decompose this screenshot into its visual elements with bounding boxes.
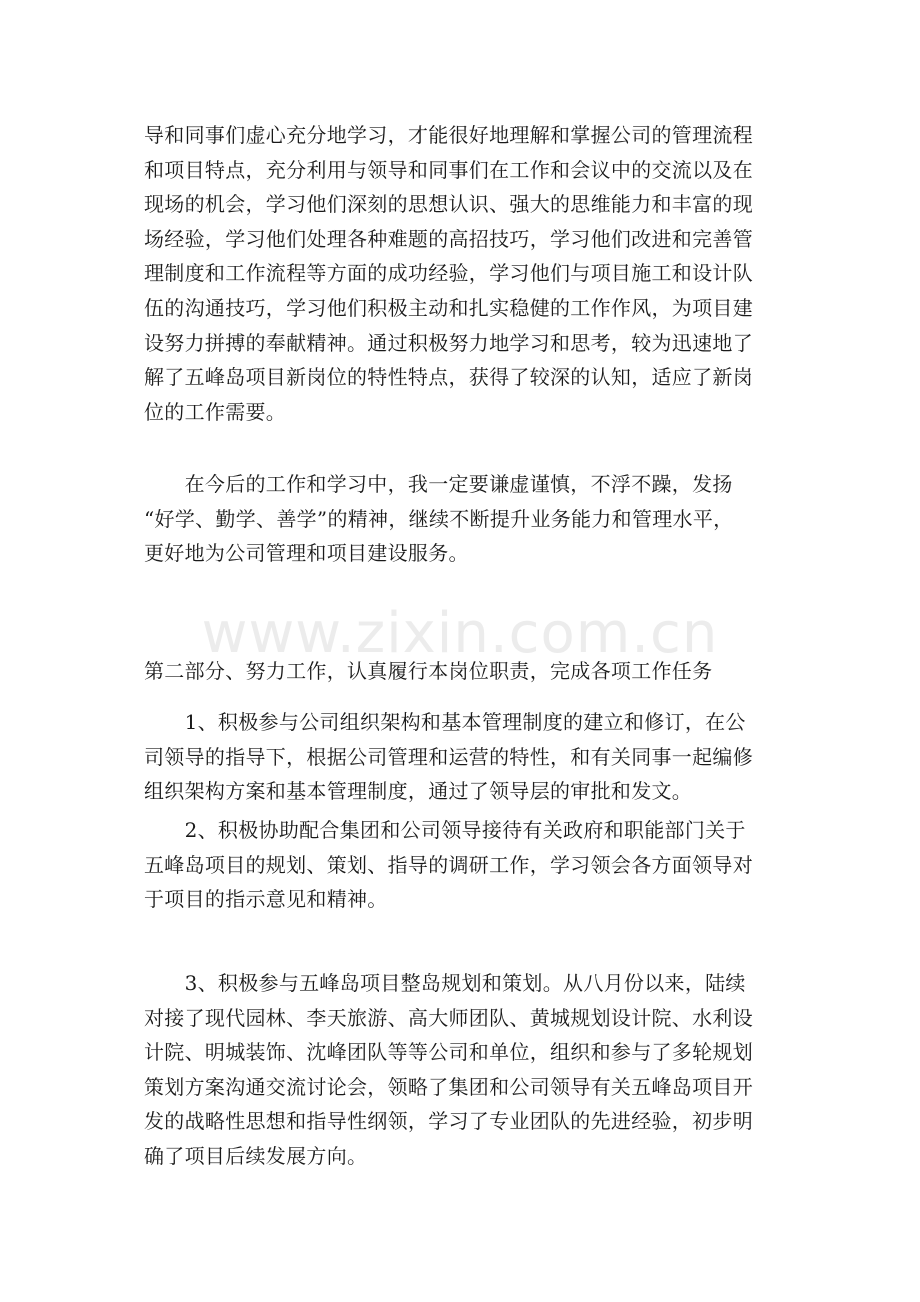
paragraph-line: 组织架构方案和基本管理制度，通过了领导层的审批和发文。 xyxy=(144,779,693,804)
watermark: www.zixin.com.cn xyxy=(201,601,719,666)
paragraph-line: 3、积极参与五峰岛项目整岛规划和策划。从八月份以来，陆续 xyxy=(144,971,746,995)
paragraph-line: 计院、明城装饰、沈峰团队等等公司和单位，组织和参与了多轮规划 xyxy=(144,1040,753,1065)
paragraph-line: 场经验，学习他们处理各种难题的高招技巧，学习他们改进和完善管 xyxy=(144,226,753,251)
paragraph-line: “好学、勤学、善学”的精神，继续不断提升业务能力和管理水平， xyxy=(144,506,734,531)
list-item xyxy=(144,705,804,809)
list-item xyxy=(144,966,804,1174)
section-heading: 第二部分、努力工作，认真履行本岗位职责，完成各项工作任务 xyxy=(144,659,713,683)
paragraph-future-plan xyxy=(144,467,804,571)
paragraph-line: 司领导的指导下，根据公司管理和运营的特性，和有关同事一起编修 xyxy=(144,744,753,769)
paragraph-line: 现场的机会，学习他们深刻的思想认识、强大的思维能力和丰富的现 xyxy=(144,192,753,217)
paragraph-line: 设努力拼搏的奉献精神。通过积极努力地学习和思考，较为迅速地了 xyxy=(144,330,753,355)
paragraph-line: 和项目特点，充分利用与领导和同事们在工作和会议中的交流以及在 xyxy=(144,157,753,182)
paragraph-line: 五峰岛项目的规划、策划、指导的调研工作，学习领会各方面领导对 xyxy=(144,852,753,877)
paragraph-learning xyxy=(144,118,804,429)
paragraph-line: 1、积极参与公司组织架构和基本管理制度的建立和修订，在公 xyxy=(144,710,746,734)
paragraph-line: 确了项目后续发展方向。 xyxy=(144,1143,368,1168)
paragraph-line: 对接了现代园林、李天旅游、高大师团队、黄城规划设计院、水利设 xyxy=(144,1005,753,1030)
paragraph-line: 解了五峰岛项目新岗位的特性特点，获得了较深的认知，适应了新岗 xyxy=(144,365,753,390)
paragraph-line: 2、积极协助配合集团和公司领导接待有关政府和职能部门关于 xyxy=(144,818,746,842)
paragraph-line: 理制度和工作流程等方面的成功经验，学习他们与项目施工和设计队 xyxy=(144,261,753,286)
paragraph-line: 位的工作需要。 xyxy=(144,399,287,424)
paragraph-line: 更好地为公司管理和项目建设服务。 xyxy=(144,541,469,566)
paragraph-line: 在今后的工作和学习中，我一定要谦虚谨慎，不浮不躁，发扬 xyxy=(144,472,733,496)
paragraph-line: 伍的沟通技巧，学习他们积极主动和扎实稳健的工作作风，为项目建 xyxy=(144,295,753,320)
paragraph-line: 发的战略性思想和指导性纲领，学习了专业团队的先进经验，初步明 xyxy=(144,1109,753,1134)
list-item xyxy=(144,813,804,917)
paragraph-line: 导和同事们虚心充分地学习，才能很好地理解和掌握公司的管理流程 xyxy=(144,123,753,147)
paragraph-line: 于项目的指示意见和精神。 xyxy=(144,887,388,912)
paragraph-line: 策划方案沟通交流讨论会，领略了集团和公司领导有关五峰岛项目开 xyxy=(144,1074,753,1099)
